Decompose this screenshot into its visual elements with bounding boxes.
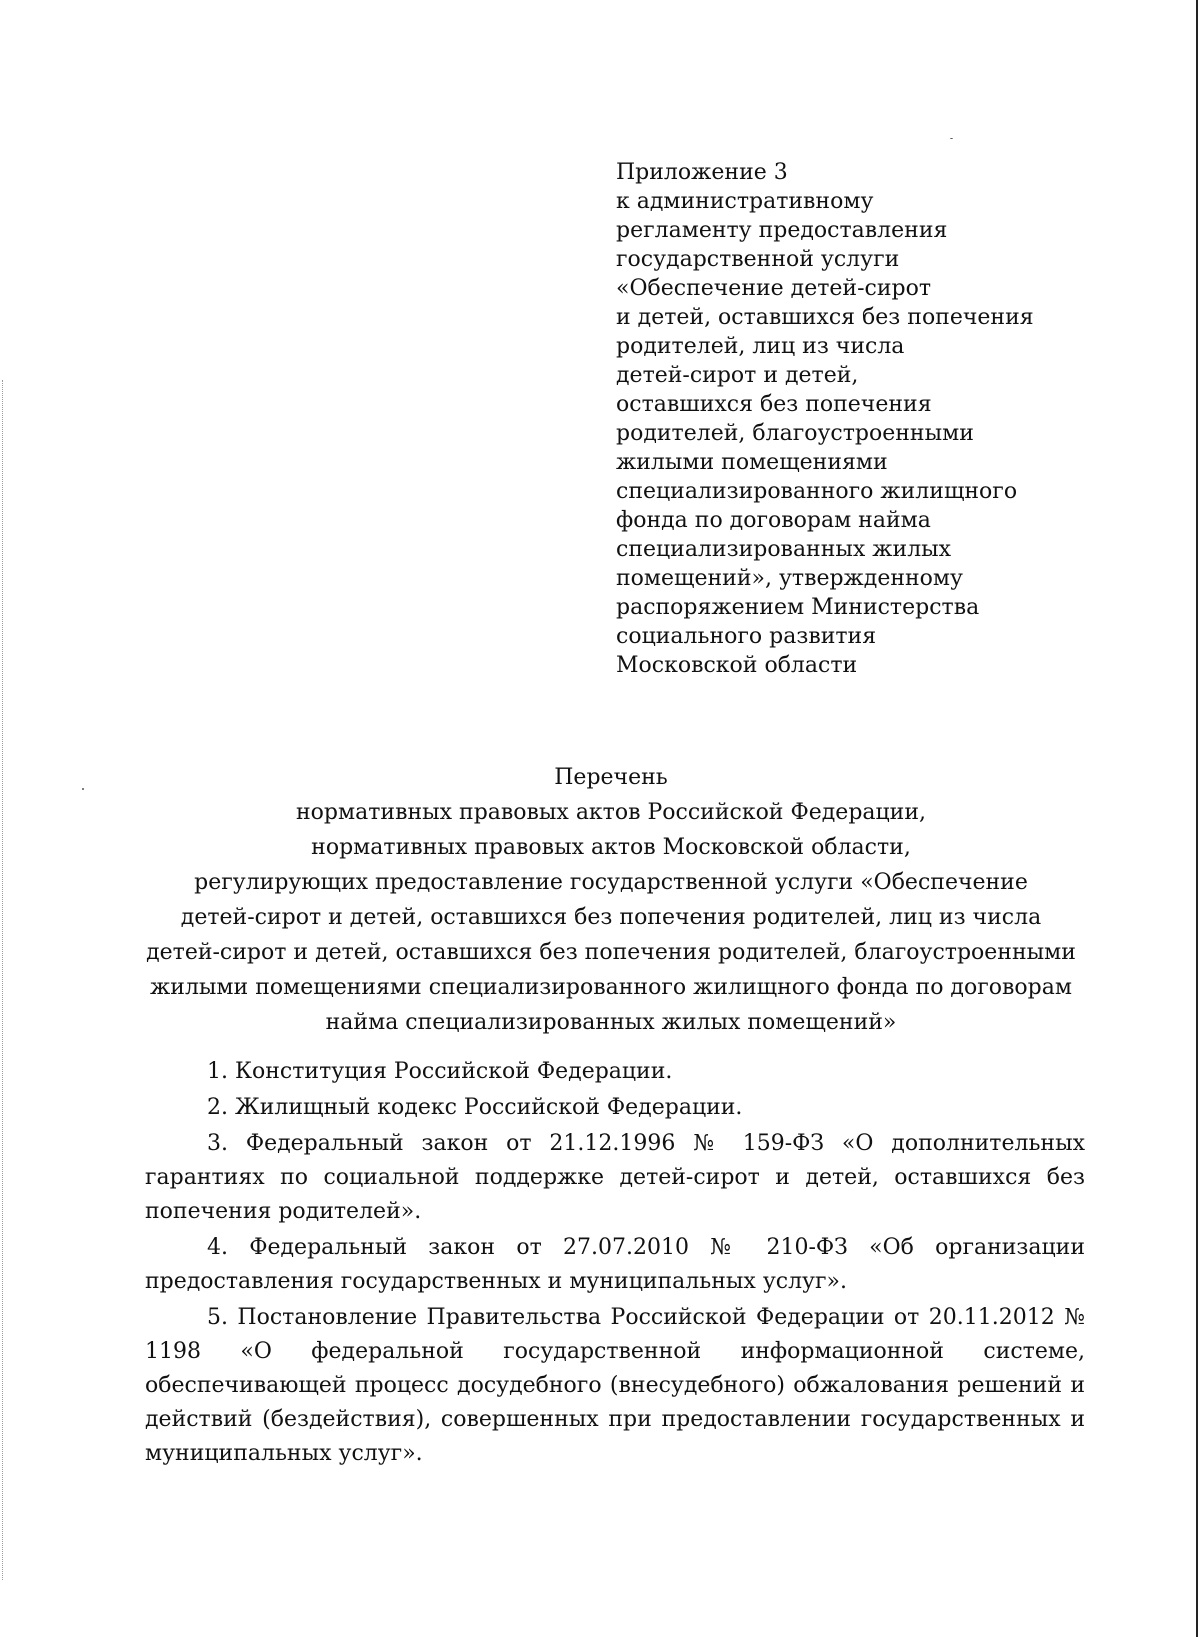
attachment-line: Московской области bbox=[616, 653, 858, 678]
attachment-line: фонда по договорам найма bbox=[616, 508, 931, 533]
attachment-line: помещений», утвержденному bbox=[616, 566, 963, 591]
title-line: Перечень bbox=[554, 765, 668, 790]
list-item: 1. Конституция Российской Федерации. bbox=[207, 1059, 673, 1084]
attachment-line: специализированных жилых bbox=[616, 537, 952, 562]
scan-speck bbox=[950, 138, 953, 139]
list-item: 4. Федеральный закон от 27.07.2010 № 210-ФЗ «Об организации предоставления государственных и муниципальных услуг». bbox=[145, 1235, 1085, 1294]
attachment-line: государственной услуги bbox=[616, 247, 900, 272]
attachment-line: детей-сирот и детей, bbox=[616, 363, 859, 388]
list-item: 3. Федеральный закон от 21.12.1996 № 159-ФЗ «О дополнительных гарантиях по социальной поддержке детей-сирот и детей, оставшихся без попечения родителей». bbox=[145, 1131, 1085, 1224]
list-item: 5. Постановление Правительства Российской Федерации от 20.11.2012 № 1198 «О федеральной государственной информационной системе, обеспечивающей процесс досудебного (внесудебного) обжалования решений и действий (бездействия), совершенных при предоставлении государственных и муниципальных услуг». bbox=[145, 1305, 1085, 1466]
document-title bbox=[120, 760, 1102, 1040]
attachment-line: специализированного жилищного bbox=[616, 479, 1018, 504]
attachment-line: и детей, оставшихся без попечения bbox=[616, 305, 1034, 330]
title-line: жилыми помещениями специализированного жилищного фонда по договорам bbox=[150, 975, 1072, 1000]
title-line: регулирующих предоставление государственной услуги «Обеспечение bbox=[194, 870, 1028, 895]
title-line: найма специализированных жилых помещений» bbox=[325, 1010, 897, 1035]
title-line: нормативных правовых актов Московской области, bbox=[311, 835, 911, 860]
attachment-line: оставшихся без попечения bbox=[616, 392, 932, 417]
attachment-line: родителей, благоустроенными bbox=[616, 421, 974, 446]
scan-speck bbox=[82, 788, 84, 790]
attachment-line: регламенту предоставления bbox=[616, 218, 948, 243]
title-line: детей-сирот и детей, оставшихся без попечения родителей, лиц из числа bbox=[180, 905, 1042, 930]
scan-right-edge bbox=[1196, 0, 1198, 1637]
attachment-line: жилыми помещениями bbox=[616, 450, 888, 475]
scan-left-edge bbox=[2, 380, 3, 1580]
attachment-header bbox=[616, 158, 1096, 680]
attachment-line: Приложение 3 bbox=[616, 160, 788, 185]
list-item: 2. Жилищный кодекс Российской Федерации. bbox=[207, 1095, 743, 1120]
legal-acts-list bbox=[145, 1055, 1085, 1473]
attachment-line: родителей, лиц из числа bbox=[616, 334, 905, 359]
attachment-line: «Обеспечение детей-сирот bbox=[616, 276, 932, 301]
title-line: детей-сирот и детей, оставшихся без попечения родителей, благоустроенными bbox=[146, 940, 1076, 965]
attachment-line: к административному bbox=[616, 189, 874, 214]
attachment-line: социального развития bbox=[616, 624, 877, 649]
title-line: нормативных правовых актов Российской Федерации, bbox=[296, 800, 926, 825]
attachment-line: распоряжением Министерства bbox=[616, 595, 980, 620]
